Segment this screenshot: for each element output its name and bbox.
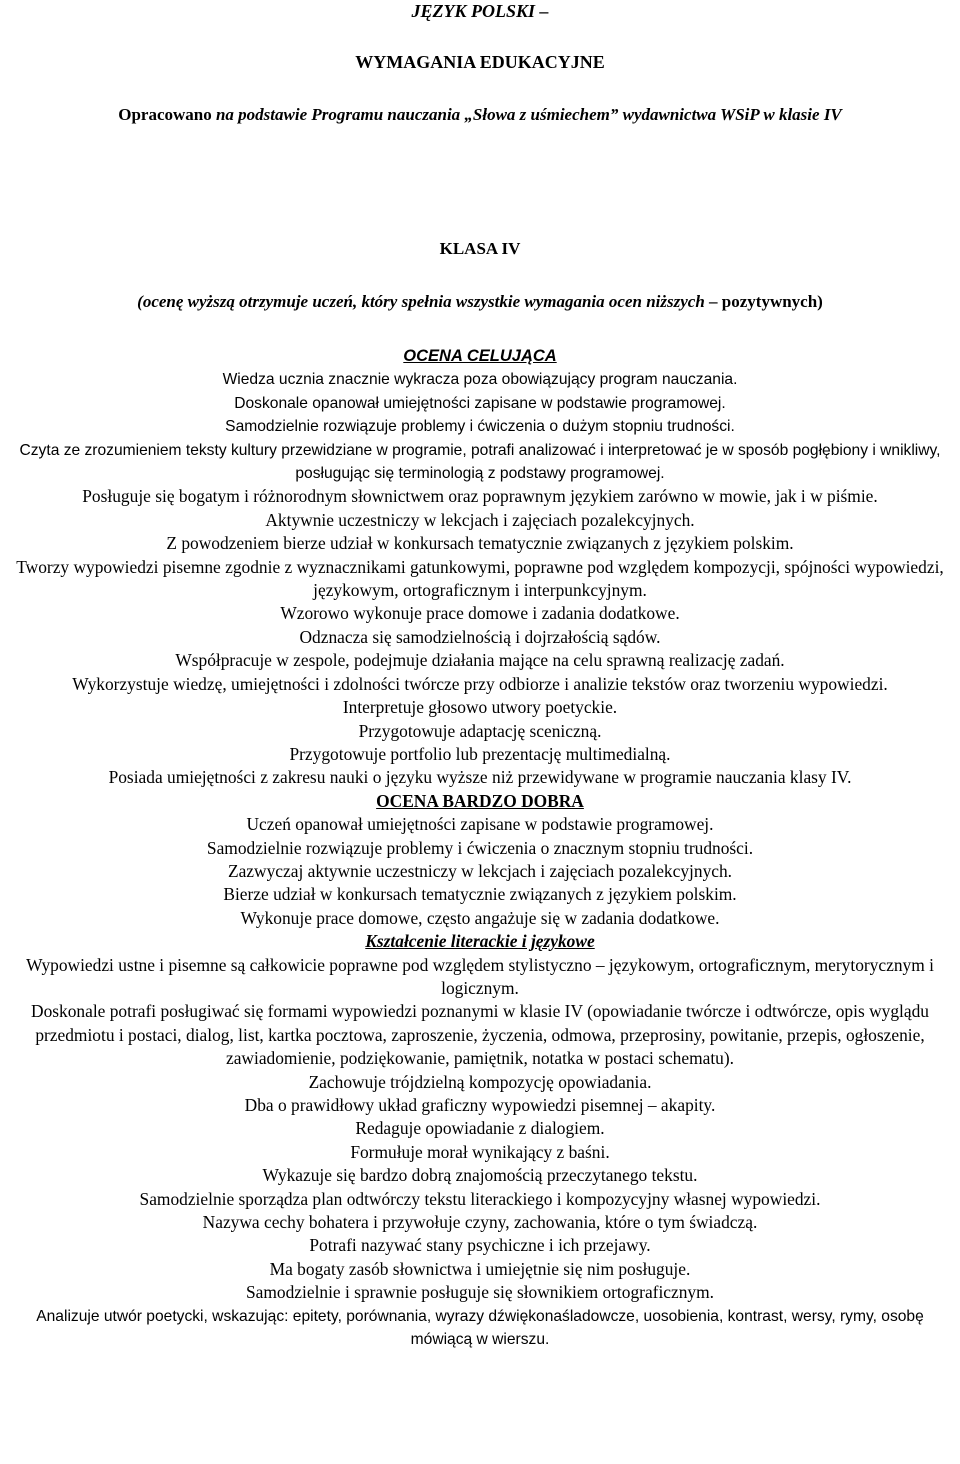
heading-celujaca: OCENA CELUJĄCA: [403, 347, 557, 365]
celujaca-line: Posiada umiejętności z zakresu nauki o języku wyższe niż przewidywane w programie nauczania klasy IV.: [108, 767, 852, 788]
class-note: [0, 291, 960, 313]
class-note-rest: – pozytywnych): [704, 292, 823, 311]
section-heading-literackie: Kształcenie literackie i językowe: [365, 931, 595, 952]
literackie-line: Redaguje opowiadanie z dialogiem.: [355, 1118, 605, 1139]
document-title: WYMAGANIA EDUKACYJNE: [355, 52, 605, 72]
celujaca-line: Przygotowuje portfolio lub prezentację multimedialną.: [289, 743, 671, 764]
section-celujaca: [2, 345, 958, 1351]
bardzo-dobra-line: Zazwyczaj aktywnie uczestniczy w lekcjach i zajęciach pozalekcyjnych.: [227, 860, 733, 881]
bardzo-dobra-line: Bierze udział w konkursach tematycznie związanych z językiem polskim.: [223, 884, 737, 905]
literackie-line: Nazywa cechy bohatera i przywołuje czyny, zachowania, które o tym świadczą.: [202, 1212, 758, 1233]
celujaca-line: Odznacza się samodzielnością i dojrzałością sądów.: [299, 626, 661, 647]
literackie-line: Samodzielnie sporządza plan odtwórczy tekstu literackiego i kompozycyjny własnej wypowiedzi.: [139, 1188, 821, 1209]
subject-title: JĘZYK POLSKI –: [411, 1, 549, 21]
literackie-line: Ma bogaty zasób słownictwa i umiejętnie się nim posługuje.: [269, 1258, 691, 1279]
bardzo-dobra-line: Wykonuje prace domowe, często angażuje się w zadania dodatkowe.: [240, 907, 720, 928]
celujaca-line: Samodzielnie rozwiązuje problemy i ćwiczenia o dużym stopniu trudności.: [225, 418, 735, 436]
celujaca-line: Przygotowuje adaptację sceniczną.: [358, 720, 602, 741]
celujaca-line: Wykorzystuje wiedzę, umiejętności i zdolności twórcze przy odbiorze i analizie tekstów oraz tworzeniu wypowiedzi.: [72, 673, 888, 694]
source-line: [0, 104, 960, 126]
source-prefix: Opracowano: [118, 105, 212, 124]
literackie-line: Dba o prawidłowy układ graficzny wypowiedzi pisemnej – akapity.: [244, 1095, 716, 1115]
celujaca-line: Aktywnie uczestniczy w lekcjach i zajęciach pozalekcyjnych.: [265, 509, 695, 530]
celujaca-line: Wzorowo wykonuje prace domowe i zadania dodatkowe.: [280, 603, 680, 624]
bardzo-dobra-line: Samodzielnie rozwiązuje problemy i ćwiczenia o znacznym stopniu trudności.: [206, 837, 754, 858]
literackie-line: Doskonale potrafi posługiwać się formami wypowiedzi poznanymi w klasie IV (opowiadanie twórcze i odtwórcze, opis wyglądu przedmiotu i postaci, dialog, list, kartka pocztowa, zaproszenie, życzenia, odmowa, przeprosiny, powitanie, przepis, ogłoszenie, zawiadomienie, podziękowanie, pamiętnik, notatka w postaci schematu).: [31, 1001, 929, 1069]
class-note-italic: (ocenę wyższą otrzymuje uczeń, który spełnia wszystkie wymagania ocen niższych: [137, 292, 705, 311]
heading-bardzo-dobra: OCENA BARDZO DOBRA: [376, 790, 584, 811]
literackie-line: Formułuje morał wynikający z baśni.: [350, 1141, 610, 1162]
celujaca-line: Doskonale opanował umiejętności zapisane w podstawie programowej.: [234, 394, 726, 412]
celujaca-line: Posługuje się bogatym i różnorodnym słownictwem oraz poprawnym językiem zarówno w mowie, jak i w piśmie.: [82, 486, 878, 507]
literackie-line: Zachowuje trójdzielną kompozycję opowiadania.: [308, 1071, 652, 1092]
celujaca-line: Czyta ze zrozumieniem teksty kultury przewidziane w programie, potrafi analizować i interpretować je w sposób pogłębiony i wnikliwy, posługując się terminologią z podstawy programowej.: [19, 441, 941, 483]
source-text: na podstawie Programu nauczania „Słowa z uśmiechem” wydawnictwa WSiP w klasie IV: [215, 105, 842, 124]
celujaca-line: Współpracuje w zespole, podejmuje działania mające na celu sprawną realizację zadań.: [175, 650, 785, 671]
literackie-line: Wypowiedzi ustne i pisemne są całkowicie poprawne pod względem stylistyczno – językowym, ortograficznym, merytorycznym i logicznym.: [26, 954, 934, 998]
celujaca-line: Z powodzeniem bierze udział w konkursach tematycznie związanych z językiem polskim.: [166, 533, 794, 554]
celujaca-line: Wiedza ucznia znacznie wykracza poza obowiązujący program nauczania.: [222, 371, 738, 389]
class-label: KLASA IV: [439, 239, 521, 258]
bardzo-dobra-line: Uczeń opanował umiejętności zapisane w podstawie programowej.: [246, 814, 714, 835]
literackie-line: Wykazuje się bardzo dobrą znajomością przeczytanego tekstu.: [262, 1165, 698, 1186]
literackie-line: Samodzielnie i sprawnie posługuje się słownikiem ortograficznym.: [246, 1282, 714, 1303]
literackie-line: Potrafi nazywać stany psychiczne i ich przejawy.: [309, 1235, 651, 1256]
celujaca-line: Tworzy wypowiedzi pisemne zgodnie z wyznacznikami gatunkowymi, poprawne pod względem kompozycji, spójności wypowiedzi, językowym, ortograficznym i interpunkcyjnym.: [16, 556, 944, 601]
literackie-line: Analizuje utwór poetycki, wskazując: epitety, porównania, wyrazy dźwiękonaśladowcze, uosobienia, kontrast, wersy, rymy, osobę mówiącą w wierszu.: [36, 1307, 924, 1349]
celujaca-line: Interpretuje głosowo utwory poetyckie.: [342, 697, 618, 718]
